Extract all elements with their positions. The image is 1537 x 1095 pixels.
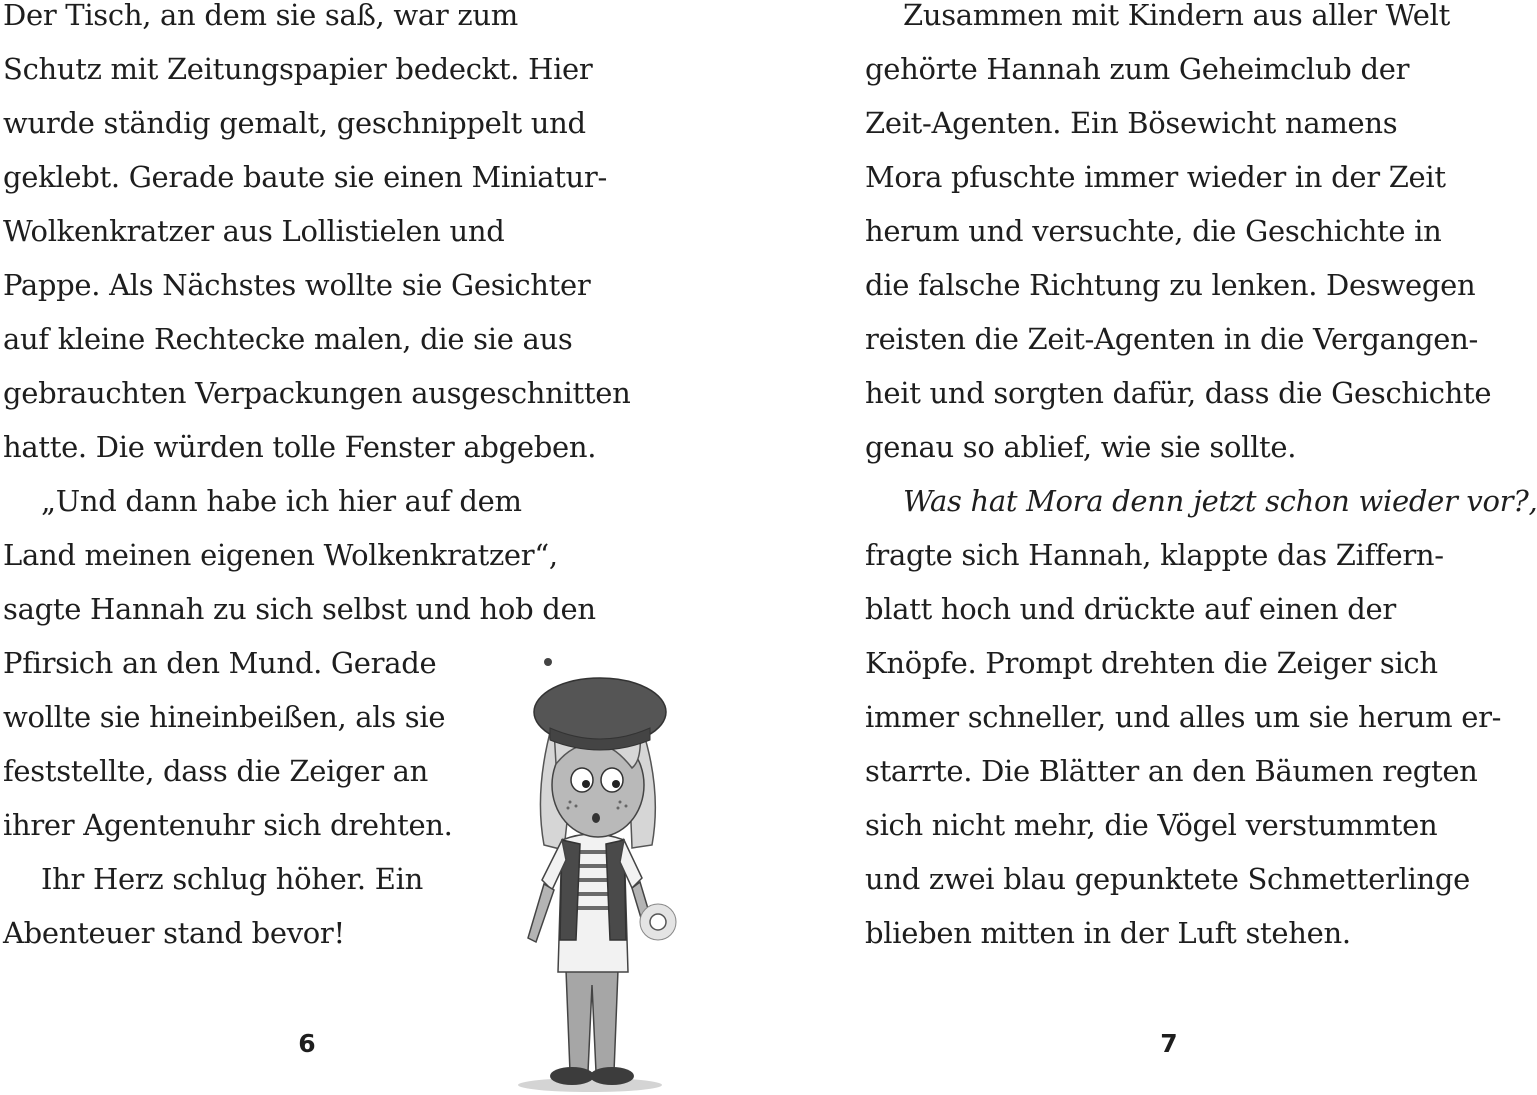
page-number-left: 6 (298, 1029, 316, 1058)
text-line: genau so ablief, wie sie sollte. (865, 430, 1297, 464)
text-line: hatte. Die würden tolle Fenster abgeben. (3, 430, 597, 464)
text-line: „Und dann habe ich hier auf dem (41, 484, 522, 518)
right-page (736, 0, 1537, 1095)
text-line: Pappe. Als Nächstes wollte sie Gesichter (3, 268, 591, 302)
text-line: Zusammen mit Kindern aus aller Welt (903, 0, 1450, 32)
text-line: reisten die Zeit-Agenten in die Vergangen- (865, 322, 1479, 356)
text-line: Der Tisch, an dem sie saß, war zum (3, 0, 518, 32)
text-line: gebrauchten Verpackungen ausgeschnitten (3, 376, 631, 410)
text-line: geklebt. Gerade baute sie einen Miniatur- (3, 160, 607, 194)
text-line: Wolkenkratzer aus Lollistielen und (3, 214, 505, 248)
text-line: und zwei blau gepunktete Schmetterlinge (865, 862, 1471, 896)
text-line: Ihr Herz schlug höher. Ein (41, 862, 423, 896)
text-line: gehörte Hannah zum Geheimclub der (865, 52, 1410, 86)
text-line: Land meinen eigenen Wolkenkratzer“, (3, 538, 558, 572)
text-line: herum und versuchte, die Geschichte in (865, 214, 1442, 248)
page-number-right: 7 (1160, 1029, 1178, 1058)
text-line: blatt hoch und drückte auf einen der (865, 592, 1396, 626)
text-line: auf kleine Rechtecke malen, die sie aus (3, 322, 573, 356)
text-line: sagte Hannah zu sich selbst und hob den (3, 592, 596, 626)
text-line: Schutz mit Zeitungspapier bedeckt. Hier (3, 52, 593, 86)
text-line: Was hat Mora denn jetzt schon wieder vor?, (903, 484, 1537, 518)
text-line: die falsche Richtung zu lenken. Deswegen (865, 268, 1476, 302)
text-line: feststellte, dass die Zeiger an (3, 754, 429, 788)
text-line: sich nicht mehr, die Vögel verstummten (865, 808, 1438, 842)
text-line: immer schneller, und alles um sie herum er- (865, 700, 1502, 734)
text-line: starrte. Die Blätter an den Bäumen regten (865, 754, 1478, 788)
text-line: wollte sie hineinbeißen, als sie (3, 700, 446, 734)
text-line: Zeit-Agenten. Ein Bösewicht namens (865, 106, 1398, 140)
text-line: Mora pfuschte immer wieder in der Zeit (865, 160, 1446, 194)
text-line: Pfirsich an den Mund. Gerade (3, 646, 437, 680)
text-line: heit und sorgten dafür, dass die Geschichte (865, 376, 1492, 410)
text-line: ihrer Agentenuhr sich drehten. (3, 808, 453, 842)
text-line: wurde ständig gemalt, geschnippelt und (3, 106, 586, 140)
text-line: Knöpfe. Prompt drehten die Zeiger sich (865, 646, 1438, 680)
text-line: fragte sich Hannah, klappte das Ziffern- (865, 538, 1444, 572)
text-line: Abenteuer stand bevor! (3, 916, 345, 950)
text-line: blieben mitten in der Luft stehen. (865, 916, 1351, 950)
girl-illustration (492, 640, 712, 1095)
